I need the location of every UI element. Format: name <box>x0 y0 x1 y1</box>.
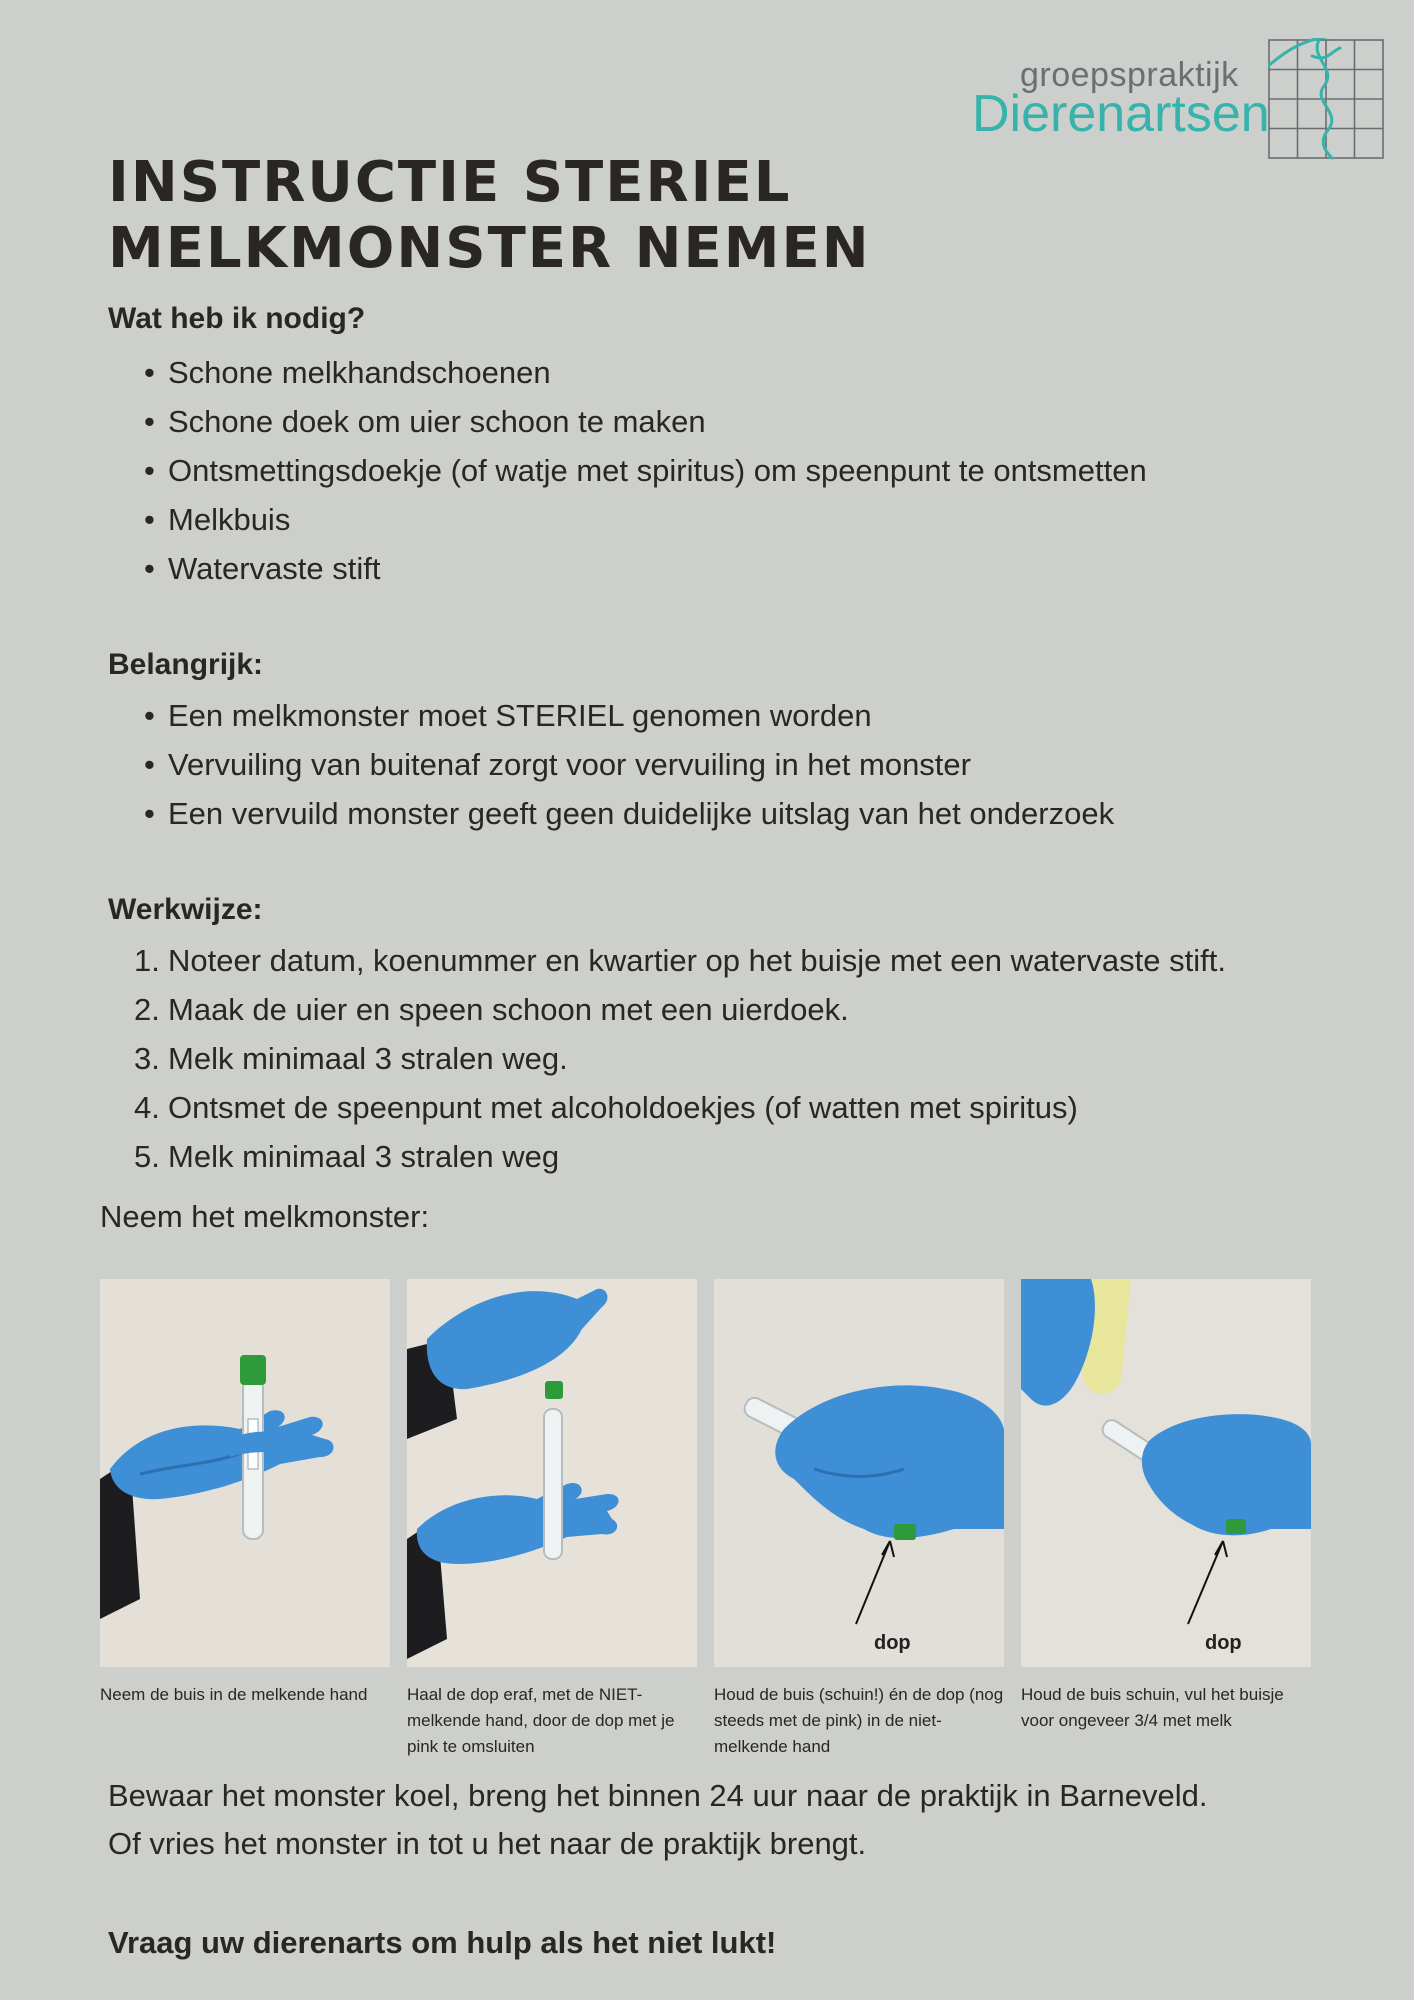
step-number: 2. <box>134 992 160 1027</box>
step-text: Ontsmet de speenpunt met alcoholdoekjes (of watten met spiritus) <box>168 1090 1078 1125</box>
important-list <box>108 691 1114 838</box>
photo-caption: Haal de dop eraf, met de NIET-melkende hand, door de dop met je pink te omsluiten <box>407 1685 675 1756</box>
logo-grid-icon <box>1268 38 1386 160</box>
list-item: • Melkbuis <box>108 495 1147 544</box>
needs-heading: Wat heb ik nodig? <box>108 302 366 335</box>
photo-hold-tube <box>100 1279 390 1667</box>
logo-text-top: groepspraktijk <box>1020 56 1239 94</box>
step-item <box>108 985 1226 1034</box>
list-item: • Een melkmonster moet STERIEL genomen worden <box>108 691 1114 740</box>
step-number: 5. <box>134 1139 160 1174</box>
list-item: • Schone doek om uier schoon te maken <box>108 397 1147 446</box>
cap-annotation: dop <box>1205 1632 1242 1654</box>
practice-logo <box>970 28 1390 164</box>
list-item: • Vervuiling van buitenaf zorgt voor vervuiling in het monster <box>108 740 1114 789</box>
page-title <box>108 150 871 282</box>
needs-list <box>108 348 1147 593</box>
method-steps <box>108 936 1226 1181</box>
photo-caption: Houd de buis schuin, vul het buisje voor ongeveer 3/4 met melk <box>1021 1685 1284 1730</box>
logo-text-bottom: Dierenartsen <box>972 85 1270 143</box>
step-text: Melk minimaal 3 stralen weg <box>168 1139 560 1174</box>
cap-annotation: dop <box>874 1632 911 1654</box>
photo-hold-tube-and-cap <box>714 1279 1004 1667</box>
photo-caption: Houd de buis (schuin!) én de dop (nog steeds met de pink) in de niet-melkende hand <box>714 1685 1004 1756</box>
photo-remove-cap <box>407 1279 697 1667</box>
step-item <box>108 936 1226 985</box>
step-item <box>108 1083 1226 1132</box>
photo-caption: Neem de buis in de melkende hand <box>100 1685 368 1704</box>
sample-intro: Neem het melkmonster: <box>100 1199 430 1234</box>
list-item: • Schone melkhandschoenen <box>108 348 1147 397</box>
title-line-2: MELKMONSTER NEMEN <box>108 216 871 281</box>
photo-fill-tube <box>1021 1279 1311 1667</box>
step-text: Noteer datum, koenummer en kwartier op het buisje met een watervaste stift. <box>168 943 1226 978</box>
step-item <box>108 1034 1226 1083</box>
step-item <box>108 1132 1226 1181</box>
storage-instruction: Bewaar het monster koel, breng het binnen 24 uur naar de praktijk in Barneveld. <box>108 1778 1208 1813</box>
step-number: 3. <box>134 1041 160 1076</box>
important-heading: Belangrijk: <box>108 648 264 681</box>
list-item: • Een vervuild monster geeft geen duidelijke uitslag van het onderzoek <box>108 789 1114 838</box>
step-number: 1. <box>134 943 160 978</box>
title-line-1: INSTRUCTIE STERIEL <box>108 150 792 215</box>
list-item: • Watervaste stift <box>108 544 1147 593</box>
freeze-instruction: Of vries het monster in tot u het naar de praktijk brengt. <box>108 1826 867 1861</box>
step-text: Melk minimaal 3 stralen weg. <box>168 1041 568 1076</box>
step-number: 4. <box>134 1090 160 1125</box>
method-heading: Werkwijze: <box>108 893 263 926</box>
help-note: Vraag uw dierenarts om hulp als het niet lukt! <box>108 1925 777 1960</box>
list-item: • Ontsmettingsdoekje (of watje met spiritus) om speenpunt te ontsmetten <box>108 446 1147 495</box>
step-text: Maak de uier en speen schoon met een uierdoek. <box>168 992 849 1027</box>
